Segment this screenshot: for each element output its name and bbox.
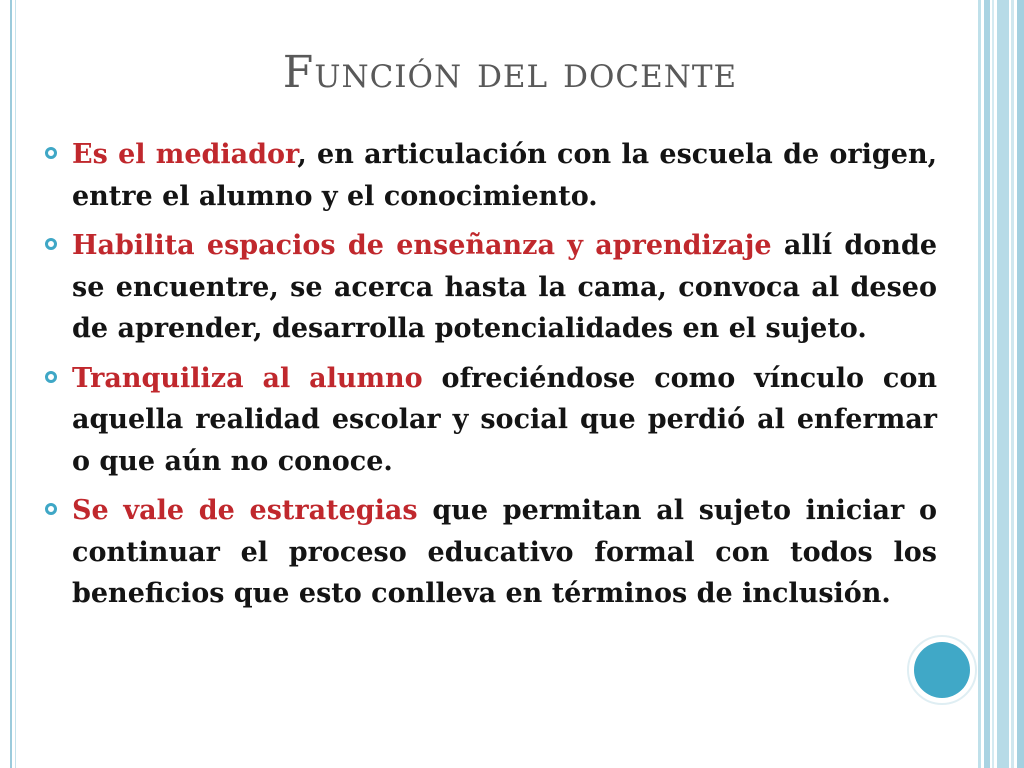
bullet-item-2 (45, 225, 937, 350)
bullet-highlight: Se vale de estrategias (72, 495, 418, 526)
bullet-item-1 (45, 134, 937, 217)
bullet-highlight: Es el mediador (72, 139, 298, 170)
right-decorative-stripe (1017, 0, 1024, 768)
left-decorative-line (10, 0, 12, 768)
bullet-item-3 (45, 358, 937, 483)
bullet-text: que permitan al sujeto iniciar o continuar el proceso educativo formal con todos los beneficios que esto conlleva en términos de inclusión. (72, 495, 937, 609)
right-decorative-stripe (1011, 0, 1014, 768)
right-decorative-stripe (978, 0, 981, 768)
left-decorative-line-thin (15, 0, 16, 768)
ring-bullet-icon (45, 503, 57, 515)
ring-bullet-icon (45, 238, 57, 250)
bullet-item-4 (45, 490, 937, 615)
bullet-text: allí donde se encuentre, se acerca hasta la cama, convoca al deseo de aprender, desarrolla potencialidades en el sujeto. (72, 230, 937, 344)
bullet-text: ofreciéndose como vínculo con aquella realidad escolar y social que perdió al enfermar o que aún no conoce. (72, 362, 937, 477)
slide-title: Función del docente (282, 47, 738, 98)
bullet-text: , en articulación con la escuela de origen, entre el alumno y el conocimiento. (72, 139, 937, 212)
bullet-list (45, 134, 937, 623)
bullet-highlight: Habilita espacios de enseñanza y aprendizaje (72, 230, 772, 261)
ring-bullet-icon (45, 371, 57, 383)
ring-bullet-icon (45, 147, 57, 159)
right-decorative-stripe (984, 0, 990, 768)
right-decorative-stripe (997, 0, 1009, 768)
circle-ornament-icon (914, 642, 970, 698)
right-decorative-stripe (992, 0, 994, 768)
bullet-highlight: Tranquiliza al alumno (72, 362, 423, 394)
